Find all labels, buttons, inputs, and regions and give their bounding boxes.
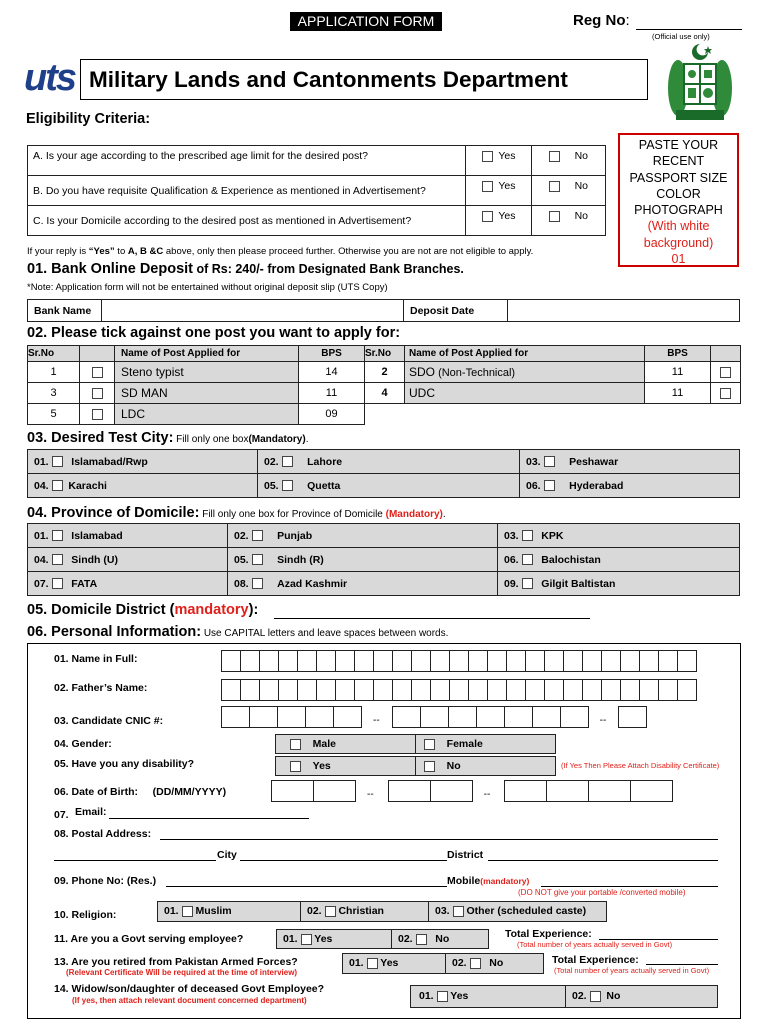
yes-option[interactable] — [466, 146, 532, 176]
post-sr: 2 — [365, 362, 405, 383]
cnic-dash: -- — [373, 714, 380, 726]
checkbox[interactable] — [482, 151, 493, 162]
reg-colon: : — [625, 12, 630, 29]
phone-label: 09. Phone No: (Res.) — [54, 875, 157, 887]
email-input[interactable] — [109, 818, 309, 819]
section6-title — [27, 623, 448, 641]
checkbox[interactable] — [52, 480, 63, 491]
widow-label: 14. Widow/son/daughter of deceased Govt Employee? — [54, 983, 325, 995]
section-title-red: mandatory — [174, 602, 249, 618]
post-row — [28, 383, 741, 404]
widow-note: (If yes, then attach relevant document concerned department) — [72, 996, 307, 1005]
checkbox[interactable] — [549, 181, 560, 192]
option-num: 03. — [435, 905, 450, 917]
form-label: APPLICATION FORM — [297, 13, 435, 29]
checkbox[interactable] — [282, 480, 293, 491]
province-option[interactable] — [498, 572, 740, 596]
post-checkbox[interactable] — [80, 362, 115, 383]
post-bps: 11 — [299, 383, 365, 404]
checkbox[interactable] — [52, 554, 63, 565]
pakistan-emblem — [664, 40, 736, 126]
yes-label: Yes — [498, 150, 516, 162]
option-num: 06. — [526, 479, 541, 492]
section-note-red: (Mandatory) — [385, 509, 443, 520]
religion-option[interactable] — [300, 902, 428, 921]
option-label: Lahore — [307, 455, 343, 468]
province-option[interactable] — [228, 524, 498, 548]
reg-no-field[interactable] — [636, 29, 742, 30]
official-use: (Official use only) — [652, 32, 710, 41]
post-sr: 5 — [28, 404, 80, 425]
note-part: If your reply is — [27, 246, 89, 257]
govt-label: 11. Are you a Govt serving employee? — [54, 933, 244, 945]
option-label: No — [435, 933, 450, 945]
checkbox[interactable] — [453, 906, 464, 917]
option-num: 01. — [34, 455, 49, 468]
option-num: 08. — [234, 577, 249, 590]
post-sr: 3 — [28, 383, 80, 404]
post-bps: 11 — [645, 383, 711, 404]
option-label: Other (scheduled caste) — [466, 905, 587, 917]
eligibility-table — [27, 145, 606, 236]
photo-line: (With white — [647, 219, 710, 234]
option-num: 02. — [264, 455, 279, 468]
section-note: Use CAPITAL letters and leave spaces between words. — [201, 628, 449, 639]
note-part: to — [114, 246, 128, 257]
dob-dash: -- — [367, 788, 374, 800]
checkbox[interactable] — [522, 578, 533, 589]
checkbox[interactable] — [92, 367, 103, 378]
option-label: Balochistan — [541, 553, 601, 566]
post-name: Steno typist — [115, 362, 299, 383]
retired-no[interactable] — [445, 954, 543, 973]
mobile-label-text: Mobile — [447, 875, 481, 887]
col-bps: BPS — [299, 346, 365, 362]
col-check — [80, 346, 115, 362]
option-label: Gilgit Baltistan — [541, 577, 616, 590]
option-label: FATA — [71, 577, 98, 590]
option-num: 02. — [307, 905, 322, 917]
col-bps: BPS — [645, 346, 711, 362]
city-input[interactable] — [240, 860, 447, 861]
disability-no[interactable] — [415, 756, 556, 776]
checkbox[interactable] — [290, 761, 301, 772]
section5-title — [27, 602, 258, 618]
govt-total-exp: Total Experience: — [505, 928, 592, 940]
gender-label: 04. Gender: — [54, 738, 112, 750]
deposit-date-input[interactable] — [508, 300, 740, 322]
option-num: 05. — [234, 553, 249, 566]
option-num: 01. — [34, 529, 49, 542]
dob-label — [54, 786, 226, 798]
yes-option[interactable] — [466, 176, 532, 206]
checkbox[interactable] — [252, 530, 263, 541]
checkbox[interactable] — [482, 181, 493, 192]
section-note: Fill only one box for Province of Domicile — [199, 509, 386, 520]
post-checkbox[interactable] — [80, 383, 115, 404]
bank-table — [27, 299, 740, 322]
no-option[interactable] — [532, 176, 606, 206]
checkbox[interactable] — [52, 578, 63, 589]
option-num: 01. — [164, 905, 179, 917]
col-check — [711, 346, 741, 362]
section3-title — [27, 429, 308, 447]
deposit-date-label: Deposit Date — [404, 300, 508, 322]
dob-boxes[interactable] — [271, 780, 672, 802]
photo-line: RECENT — [652, 154, 705, 169]
checkbox[interactable] — [470, 958, 481, 969]
checkbox[interactable] — [252, 554, 263, 565]
col-srno: Sr.No — [28, 346, 80, 362]
postal-label: 08. Postal Address: — [54, 828, 152, 840]
name-boxes[interactable] — [221, 650, 696, 672]
option-label: Quetta — [307, 479, 341, 492]
option-label: Azad Kashmir — [277, 577, 348, 590]
note-part: A, B &C — [127, 246, 164, 257]
mobile-label — [447, 875, 529, 887]
post-row — [28, 404, 741, 425]
retired-label: 13. Are you retired from Pakistan Armed Forces? — [54, 956, 298, 968]
eligibility-row — [28, 206, 606, 236]
section2-title: 02. Please tick against one post you want to apply for: — [27, 325, 401, 341]
checkbox[interactable] — [482, 211, 493, 222]
eligibility-row — [28, 146, 606, 176]
father-boxes[interactable] — [221, 679, 696, 701]
post-name-main: SDO — [409, 365, 436, 379]
checkbox[interactable] — [301, 934, 312, 945]
checkbox[interactable] — [92, 388, 103, 399]
dob-dash: -- — [483, 788, 491, 800]
section-title-part: ): — [248, 602, 259, 618]
province-option[interactable] — [28, 524, 228, 548]
option-num: 03. — [504, 529, 519, 542]
section1-note: *Note: Application form will not be entertained without original deposit slip (UTS Copy) — [27, 282, 388, 293]
father-label: 02. Father’s Name: — [54, 682, 148, 694]
checkbox[interactable] — [424, 739, 435, 750]
district-label: District — [447, 849, 484, 861]
dob-label-text: 06. Date of Birth: — [54, 786, 139, 798]
province-table — [27, 523, 740, 596]
retired-exp-input[interactable] — [646, 964, 718, 965]
post-name: SD MAN — [115, 383, 299, 404]
photo-line: background) — [643, 235, 714, 250]
department-title-box — [80, 59, 648, 100]
option-num: 01. — [283, 933, 298, 945]
province-option[interactable] — [228, 572, 498, 596]
col-srno: Sr.No — [365, 346, 405, 362]
city-option[interactable] — [520, 474, 740, 498]
option-label: Female — [446, 738, 483, 750]
govt-exp-note: (Total number of years actually served in Govt) — [517, 940, 673, 949]
govt-options — [276, 929, 489, 949]
retired-exp-note: (Total number of years actually served in Govt) — [554, 966, 710, 975]
question-text: A. Is your age according to the prescribed age limit for the desired post? — [28, 146, 466, 176]
reg-label: Reg No — [573, 12, 626, 29]
gender-male[interactable] — [275, 734, 416, 754]
checkbox[interactable] — [437, 991, 448, 1002]
option-label: Muslim — [195, 905, 232, 917]
checkbox[interactable] — [282, 456, 293, 467]
post-checkbox[interactable] — [711, 362, 741, 383]
post-sr: 4 — [365, 383, 405, 404]
reg-no — [573, 12, 630, 29]
checkbox[interactable] — [416, 934, 427, 945]
checkbox[interactable] — [522, 554, 533, 565]
checkbox[interactable] — [325, 906, 336, 917]
option-label: Sindh (R) — [277, 553, 324, 566]
city-table — [27, 449, 740, 498]
option-label: Peshawar — [569, 455, 619, 468]
religion-option[interactable] — [428, 902, 606, 921]
option-label: Islamabad — [71, 529, 123, 542]
option-num: 01. — [419, 990, 434, 1002]
section-note-end: . — [442, 509, 446, 520]
yes-option[interactable] — [466, 206, 532, 236]
yes-label: Yes — [498, 210, 516, 222]
religion-box — [157, 901, 607, 922]
mobile-input[interactable] — [541, 886, 718, 887]
checkbox[interactable] — [52, 530, 63, 541]
note-part: “Yes” — [88, 246, 115, 257]
checkbox[interactable] — [549, 211, 560, 222]
retired-yes[interactable] — [343, 954, 445, 973]
section-note-end: . — [305, 434, 309, 445]
province-option[interactable] — [28, 572, 228, 596]
posts-table — [27, 345, 741, 425]
option-label: No — [606, 990, 621, 1002]
question-text: B. Do you have requisite Qualification & Experience as mentioned in Advertisement? — [28, 176, 466, 206]
email-label: Email: — [75, 806, 107, 818]
no-label: No — [574, 150, 589, 162]
cnic-dash: -- — [599, 714, 607, 726]
postal-input[interactable] — [160, 839, 718, 840]
option-label: Islamabad/Rwp — [71, 455, 148, 468]
section-title-part: 05. Domicile District ( — [27, 602, 175, 618]
post-name: UDC — [405, 383, 645, 404]
email-num: 07. — [54, 809, 69, 821]
post-name — [405, 362, 645, 383]
section-title-part: of Rs: 240/- from Designated Bank Branches. — [193, 262, 464, 276]
option-num: 05. — [264, 479, 279, 492]
post-checkbox[interactable] — [711, 383, 741, 404]
checkbox[interactable] — [367, 958, 378, 969]
cnic-boxes[interactable] — [221, 706, 646, 728]
domicile-district-input[interactable] — [274, 618, 590, 619]
checkbox[interactable] — [590, 991, 601, 1002]
province-option[interactable] — [498, 548, 740, 572]
checkbox[interactable] — [522, 530, 533, 541]
option-label: Yes — [450, 990, 469, 1002]
city-label: City — [217, 849, 237, 861]
option-label: Yes — [312, 760, 331, 772]
section-note: Fill only one box — [173, 434, 249, 445]
widow-yes[interactable] — [411, 986, 565, 1007]
eligibility-note — [27, 246, 533, 257]
religion-label: 10. Religion: — [54, 909, 117, 921]
eligibility-title: Eligibility Criteria: — [26, 111, 151, 127]
retired-options — [342, 953, 544, 974]
post-bps: 11 — [645, 362, 711, 383]
option-label: Hyderabad — [569, 479, 624, 492]
option-label: Yes — [314, 933, 333, 945]
post-name: LDC — [115, 404, 299, 425]
checkbox[interactable] — [720, 367, 731, 378]
option-label: Christian — [338, 905, 384, 917]
section-note-bold: (Mandatory) — [248, 434, 306, 445]
photo-line: COLOR — [656, 186, 701, 201]
eligibility-row — [28, 176, 606, 206]
post-name-sub: (Non-Technical) — [435, 367, 516, 379]
retired-note: (Relevant Certificate Will be required at the time of interview) — [66, 968, 298, 977]
note-part: above, only then please proceed further. Otherwise you are not are not eligible to apply. — [163, 246, 534, 257]
checkbox[interactable] — [544, 456, 555, 467]
section-title-part: 01. Bank Online Deposit — [27, 261, 193, 277]
checkbox[interactable] — [252, 578, 263, 589]
option-num: 02. — [452, 957, 467, 969]
checkbox[interactable] — [549, 151, 560, 162]
no-label: No — [574, 210, 589, 222]
district-input[interactable] — [488, 860, 718, 861]
disability-yes[interactable] — [275, 756, 416, 776]
section-title: 03. Desired Test City: — [27, 430, 174, 446]
govt-yes[interactable] — [277, 930, 391, 948]
no-option[interactable] — [532, 206, 606, 236]
bank-name-input[interactable] — [102, 300, 404, 322]
checkbox[interactable] — [52, 456, 63, 467]
option-label: Male — [312, 738, 337, 750]
option-num: 04. — [34, 479, 49, 492]
section4-title — [27, 504, 446, 522]
option-num: 02. — [398, 933, 413, 945]
section-title: 04. Province of Domicile: — [27, 505, 200, 521]
uts-logo: uts — [24, 57, 75, 99]
govt-no[interactable] — [391, 930, 488, 948]
option-num: 04. — [34, 553, 49, 566]
mobile-mandatory: (mandatory) — [480, 876, 530, 886]
section-title: 06. Personal Information: — [27, 624, 202, 640]
post-bps: 14 — [299, 362, 365, 383]
no-option[interactable] — [532, 146, 606, 176]
postal-line2[interactable] — [54, 860, 216, 861]
province-option[interactable] — [498, 524, 740, 548]
province-option[interactable] — [28, 548, 228, 572]
province-option[interactable] — [228, 548, 498, 572]
widow-options — [410, 985, 718, 1008]
retired-total-exp: Total Experience: — [552, 954, 639, 966]
photo-box[interactable] — [618, 133, 739, 267]
option-num: 02. — [572, 990, 587, 1002]
section1-title — [27, 261, 464, 277]
post-sr: 1 — [28, 362, 80, 383]
widow-no[interactable] — [565, 986, 717, 1007]
question-text: C. Is your Domicile according to the desired post as mentioned in Advertisement? — [28, 206, 466, 236]
option-label: Yes — [380, 957, 399, 969]
religion-option[interactable] — [158, 902, 300, 921]
col-name: Name of Post Applied for — [405, 346, 645, 362]
checkbox[interactable] — [424, 761, 435, 772]
city-option[interactable] — [258, 474, 520, 498]
checkbox[interactable] — [544, 480, 555, 491]
option-num: 03. — [526, 455, 541, 468]
checkbox[interactable] — [182, 906, 193, 917]
disability-label: 05. Have you any disability? — [54, 758, 195, 770]
cnic-label: 03. Candidate CNIC #: — [54, 715, 164, 727]
option-num: 09. — [504, 577, 519, 590]
option-label: Karachi — [68, 479, 107, 492]
dob-format: (DD/MM/YYYY) — [152, 786, 227, 798]
option-label: No — [489, 957, 504, 969]
photo-line: PASTE YOUR — [638, 138, 719, 152]
department-title: Military Lands and Cantonments Department — [89, 67, 568, 92]
post-row — [28, 362, 741, 383]
photo-line: 01 — [671, 252, 686, 267]
option-num: 02. — [234, 529, 249, 542]
mobile-note: (DO NOT give your portable /converted mobile) — [518, 888, 686, 897]
photo-line: PHOTOGRAPH — [634, 203, 723, 218]
option-num: 06. — [504, 553, 519, 566]
city-option[interactable] — [28, 450, 258, 474]
option-num: 01. — [349, 957, 364, 969]
yes-label: Yes — [498, 180, 516, 192]
post-checkbox[interactable] — [80, 404, 115, 425]
bank-name-label: Bank Name — [28, 300, 102, 322]
city-option[interactable] — [258, 450, 520, 474]
photo-line: PASSPORT SIZE — [629, 170, 728, 185]
option-label: Sindh (U) — [71, 553, 118, 566]
gender-female[interactable] — [415, 734, 556, 754]
col-name: Name of Post Applied for — [115, 346, 299, 362]
disability-note: (If Yes Then Please Attach Disability Certificate) — [561, 761, 720, 770]
city-option[interactable] — [28, 474, 258, 498]
option-label: Punjab — [277, 529, 313, 542]
city-option[interactable] — [520, 450, 740, 474]
checkbox[interactable] — [92, 409, 103, 420]
phone-input[interactable] — [166, 886, 447, 887]
checkbox[interactable] — [290, 739, 301, 750]
option-label: KPK — [541, 529, 564, 542]
form-label-box — [290, 12, 442, 31]
post-bps: 09 — [299, 404, 365, 425]
option-label: No — [446, 760, 461, 772]
name-label: 01. Name in Full: — [54, 653, 138, 665]
option-num: 07. — [34, 577, 49, 590]
no-label: No — [574, 180, 589, 192]
checkbox[interactable] — [720, 388, 731, 399]
